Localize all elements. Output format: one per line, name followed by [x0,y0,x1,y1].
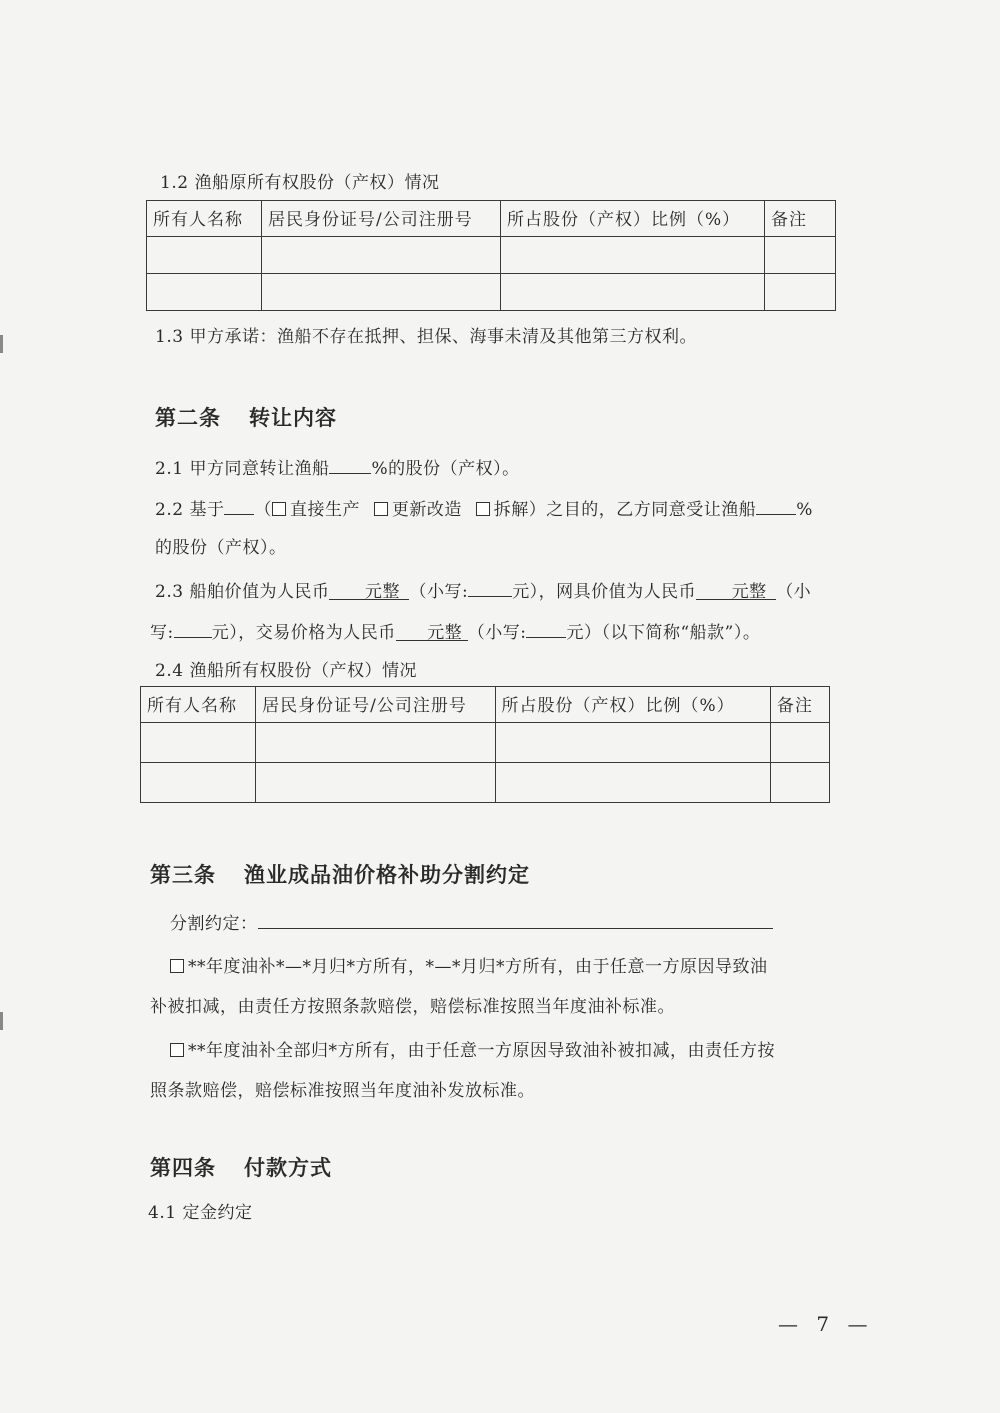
table-cell[interactable] [256,723,495,763]
percent-sign: % [796,500,813,520]
col-owner-name: 所有人名称 [147,201,262,237]
table-cell[interactable] [147,237,262,274]
ship-value-lowercase-blank[interactable] [468,578,512,597]
col-id-number: 居民身份证号/公司注册号 [262,201,501,237]
checkbox-renovation[interactable] [374,502,388,516]
table-cell[interactable] [495,723,770,763]
share-percent-blank[interactable] [329,455,371,474]
option-a-text: **年度油补*—*月归*方所有，*—*月归*方所有，由于任意一方原因导致油 [188,957,768,977]
item-2-3 [155,578,811,603]
checkbox-direct-production[interactable] [272,502,286,516]
item-2-3-text-end: 元）（以下简称“船款”）。 [566,623,761,643]
ownership-table-new [140,686,830,803]
col-remarks: 备注 [765,201,836,237]
lowercase-label-start: （小 [776,582,812,602]
table-row [147,274,836,311]
net-value-field[interactable] [696,581,776,600]
item-2-2-text-mid: ）之目的，乙方同意受让渔船 [528,500,757,520]
section2-heading [155,405,337,431]
split-agreement [170,910,773,935]
item-1-2-title: 1.2 渔船原所有权股份（产权）情况 [160,173,440,193]
item-2-2-continued: 的股份（产权）。 [155,538,287,558]
section2-heading-number: 第二条 [155,405,221,430]
item-2-4-title: 2.4 渔船所有权股份（产权）情况 [155,661,417,681]
section3-heading [150,862,530,888]
ownership-table-original [146,200,836,311]
section4-heading [150,1155,332,1181]
option-b-line2: 照条款赔偿，赔偿标准按照当年度油补发放标准。 [150,1081,535,1101]
section4-heading-title: 付款方式 [244,1155,332,1180]
item-4-1: 4.1 定金约定 [148,1203,253,1223]
item-1-3: 1.3 甲方承诺：渔船不存在抵押、担保、海事未清及其他第三方权利。 [155,327,697,347]
item-2-3-text: 2.3 船舶价值为人民币 [155,582,330,602]
purpose-blank[interactable] [224,496,254,515]
net-value-lowercase-blank[interactable] [174,619,212,638]
table-row [141,723,830,763]
item-2-3-continued [150,619,760,644]
ship-value-field[interactable] [329,581,409,600]
table-cell[interactable] [770,763,829,803]
option-renovation: 更新改造 [391,500,462,520]
col-share-ratio: 所占股份（产权）比例（%） [501,201,765,237]
item-2-1 [155,455,520,480]
table-cell[interactable] [495,763,770,803]
table-cell[interactable] [147,274,262,311]
col-share-ratio: 所占股份（产权）比例（%） [495,687,770,723]
col-owner-name: 所有人名称 [141,687,256,723]
scan-edge-mark [0,1012,3,1030]
option-b-text: **年度油补全部归*方所有，由于任意一方原因导致油补被扣减，由责任方按 [188,1041,775,1061]
col-remarks: 备注 [770,687,829,723]
option-b-line1 [170,1040,775,1062]
table-row [147,237,836,274]
table-cell[interactable] [765,274,836,311]
table-cell[interactable] [141,723,256,763]
paren-open: （ [254,500,272,520]
option-a-line2: 补被扣减，由责任方按照条款赔偿，赔偿标准按照当年度油补标准。 [150,997,675,1017]
section3-heading-title: 渔业成品油价格补助分割约定 [244,862,530,887]
col-id-number: 居民身份证号/公司注册号 [256,687,495,723]
table-cell[interactable] [501,237,765,274]
table-cell[interactable] [770,723,829,763]
table-cell[interactable] [501,274,765,311]
table-cell[interactable] [262,237,501,274]
lowercase-label-end: 写: [150,623,174,643]
table-cell[interactable] [765,237,836,274]
checkbox-option-a[interactable] [170,959,184,973]
table-cell[interactable] [256,763,495,803]
section4-heading-number: 第四条 [150,1155,216,1180]
transfer-percent-blank[interactable] [756,496,796,515]
table-row [141,763,830,803]
section3-heading-number: 第三条 [150,862,216,887]
lowercase-label: （小写: [467,623,527,643]
trade-price-lowercase-blank[interactable] [526,619,566,638]
lowercase-label: （小写: [409,582,469,602]
trade-price-field[interactable] [396,622,468,641]
table-cell[interactable] [262,274,501,311]
page-number: — 7 — [778,1312,874,1336]
split-agreement-blank[interactable] [258,910,773,929]
table-cell[interactable] [141,763,256,803]
checkbox-option-b[interactable] [170,1043,184,1057]
yuanzheng-label: 元整 [731,582,767,602]
item-2-1-text-end: %的股份（产权）。 [371,459,520,479]
item-2-3-text-trade: 元），交易价格为人民币 [211,623,396,643]
item-2-1-text: 2.1 甲方同意转让渔船 [155,459,330,479]
split-agreement-label: 分割约定： [170,914,258,934]
yuanzheng-label: 元整 [427,623,463,643]
option-a-line1 [170,956,768,978]
checkbox-dismantle[interactable] [476,502,490,516]
item-2-2-text: 2.2 基于 [155,500,225,520]
yuanzheng-label: 元整 [364,582,400,602]
option-direct-production: 直接生产 [289,500,360,520]
item-2-3-text-mid: 元），网具价值为人民币 [512,582,697,602]
scan-edge-mark [0,335,3,353]
section2-heading-title: 转让内容 [249,405,337,430]
option-dismantle: 拆解 [493,500,529,520]
item-2-2 [155,496,813,521]
